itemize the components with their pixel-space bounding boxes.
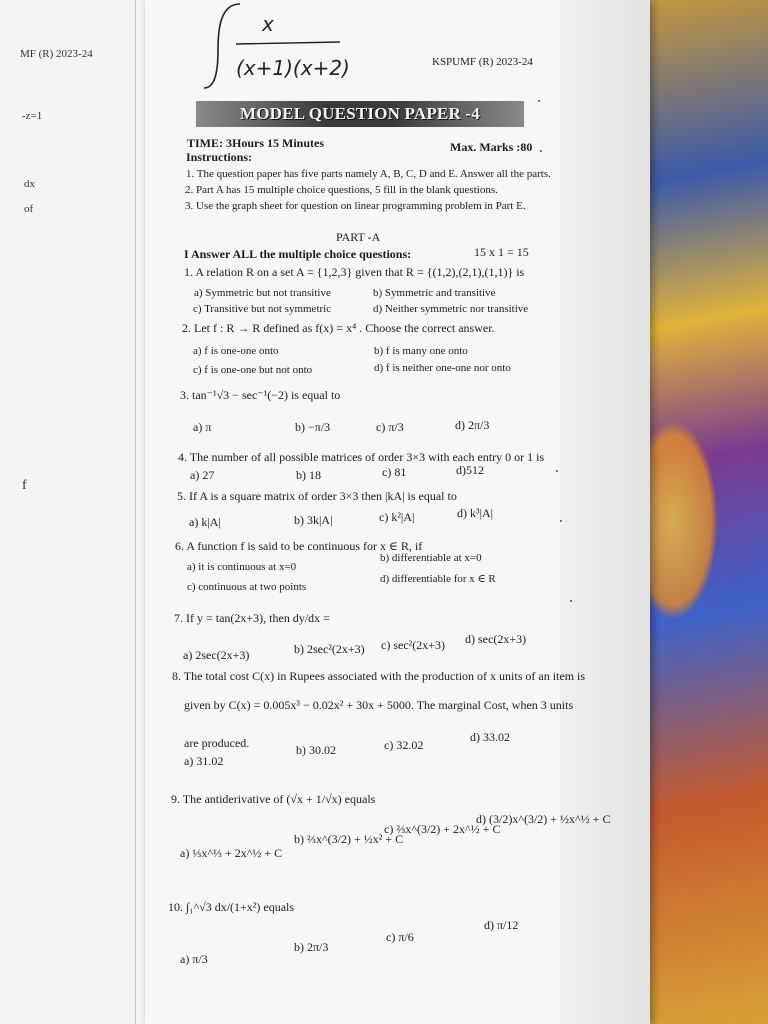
page-mark (570, 600, 572, 602)
question-5-stem: 5. If A is a square matrix of order 3×3 then |kA| is equal to (177, 489, 457, 503)
max-marks: Max. Marks :80 (450, 140, 533, 154)
instruction-item: 1. The question paper has five parts namely A, B, C, D and E. Answer all the parts. (186, 168, 551, 180)
question-9-option-d: d) (3/2)x^(3/2) + ½x^½ + C (476, 812, 611, 826)
question-8-option-a: a) 31.02 (184, 754, 224, 768)
back-page-fragment: f (22, 478, 27, 493)
question-5-option-a: a) k|A| (189, 515, 221, 529)
question-4-stem: 4. The number of all possible matrices of order 3×3 with each entry 0 or 1 is (178, 450, 545, 464)
question-5-option-c: c) k²|A| (379, 510, 415, 524)
question-6-option-b: b) differentiable at x=0 (380, 552, 482, 564)
question-7-stem: 7. If y = tan(2x+3), then dy/dx = (174, 611, 330, 625)
question-2-option-d: d) f is neither one-one nor onto (374, 362, 511, 374)
question-8-option-d: d) 33.02 (470, 730, 510, 744)
question-3-stem: 3. tan⁻¹√3 − sec⁻¹(−2) is equal to (180, 388, 341, 402)
title-banner (196, 101, 524, 127)
question-1-option-c: c) Transitive but not symmetric (193, 303, 332, 315)
page-mark (560, 520, 562, 522)
question-5-option-b: b) 3k|A| (294, 513, 333, 527)
question-2-option-a: a) f is one-one onto (193, 345, 279, 357)
question-2-option-b: b) f is many one onto (374, 345, 468, 357)
question-4-option-d: d)512 (456, 463, 484, 477)
section-marks: 15 x 1 = 15 (474, 245, 529, 259)
question-5-option-d: d) k³|A| (457, 506, 494, 520)
question-8-stem-line-2: given by C(x) = 0.005x³ − 0.02x² + 30x + 5000. The marginal Cost, when 3 units (184, 698, 574, 712)
question-8-option-b: b) 30.02 (296, 743, 336, 757)
question-10-option-d: d) π/12 (484, 918, 519, 932)
question-8-stem-line-3: are produced. (184, 736, 250, 750)
question-1-stem: 1. A relation R on a set A = {1,2,3} given that R = {(1,2),(2,1),(1,1)} is (184, 265, 525, 279)
section-heading: I Answer ALL the multiple choice questions: (184, 247, 412, 261)
question-6-option-c: c) continuous at two points (187, 581, 307, 593)
question-3-option-d: d) 2π/3 (455, 418, 490, 432)
question-8-stem-line-1: 8. The total cost C(x) in Rupees associated with the production of x units of an item is (172, 669, 586, 683)
page-mark (556, 470, 558, 472)
question-2-option-c: c) f is one-one but not onto (193, 364, 313, 376)
question-9-stem: 9. The antiderivative of (√x + 1/√x) equals (171, 792, 376, 806)
question-2-stem: 2. Let f : R → R defined as f(x) = x⁴ . Choose the correct answer. (182, 321, 495, 335)
question-3-option-b: b) −π/3 (295, 420, 331, 434)
handwritten-integral-sign (200, 0, 360, 95)
paper-title: MODEL QUESTION PAPER -4 (240, 104, 480, 123)
question-4-option-c: c) 81 (382, 465, 407, 479)
question-10-option-c: c) π/6 (386, 930, 414, 944)
question-7-option-c: c) sec²(2x+3) (381, 638, 446, 652)
question-10-option-a: a) π/3 (180, 952, 208, 966)
instructions-label: Instructions: (186, 150, 253, 164)
question-7-option-b: b) 2sec²(2x+3) (294, 642, 365, 656)
question-9-option-a: a) ⅓x^⅓ + 2x^½ + C (180, 846, 283, 860)
question-4-option-a: a) 27 (190, 468, 215, 482)
page-mark (540, 150, 542, 152)
page-edge (560, 0, 650, 1024)
handwritten-numerator: x (262, 12, 274, 36)
question-3-option-a: a) π (193, 420, 212, 434)
question-4-option-b: b) 18 (296, 468, 321, 482)
question-7-option-d: d) sec(2x+3) (465, 632, 527, 646)
instruction-item: 2. Part A has 15 multiple choice questions, 5 fill in the blank questions. (185, 184, 498, 196)
back-page-header: MF (R) 2023-24 (20, 48, 93, 60)
paper-code: KSPUMF (R) 2023-24 (432, 56, 533, 68)
handwritten-denominator: (x+1)(x+2) (236, 56, 350, 80)
back-page-fragment: of (24, 203, 34, 215)
back-page-fragment: -z=1 (22, 110, 43, 122)
question-3-option-c: c) π/3 (376, 420, 404, 434)
instruction-item: 3. Use the graph sheet for question on linear programming problem in Part E. (185, 200, 526, 212)
question-7-option-a: a) 2sec(2x+3) (183, 648, 250, 662)
question-1-option-b: b) Symmetric and transitive (373, 287, 496, 299)
part-heading: PART -A (336, 230, 381, 244)
question-6-option-d: d) differentiable for x ∈ R (380, 573, 496, 585)
question-1-option-a: a) Symmetric but not transitive (194, 287, 331, 299)
question-8-option-c: c) 32.02 (384, 738, 424, 752)
question-10-option-b: b) 2π/3 (294, 940, 329, 954)
question-10-stem: 10. ∫₁^√3 dx/(1+x²) equals (168, 900, 295, 914)
back-page-fragment: dx (24, 178, 35, 190)
question-9-option-c: c) ⅔x^(3/2) + 2x^½ + C (384, 822, 501, 836)
page-mark (538, 100, 540, 102)
question-9-option-b: b) ⅔x^(3/2) + ½x² + C (294, 832, 404, 846)
question-1-option-d: d) Neither symmetric nor transitive (373, 303, 529, 315)
question-6-option-a: a) it is continuous at x=0 (187, 561, 297, 573)
time-label: TIME: 3Hours 15 Minutes (187, 136, 325, 150)
question-6-stem: 6. A function f is said to be continuous for x ∈ R, if (175, 539, 423, 553)
back-page-margin-line (135, 0, 136, 1024)
